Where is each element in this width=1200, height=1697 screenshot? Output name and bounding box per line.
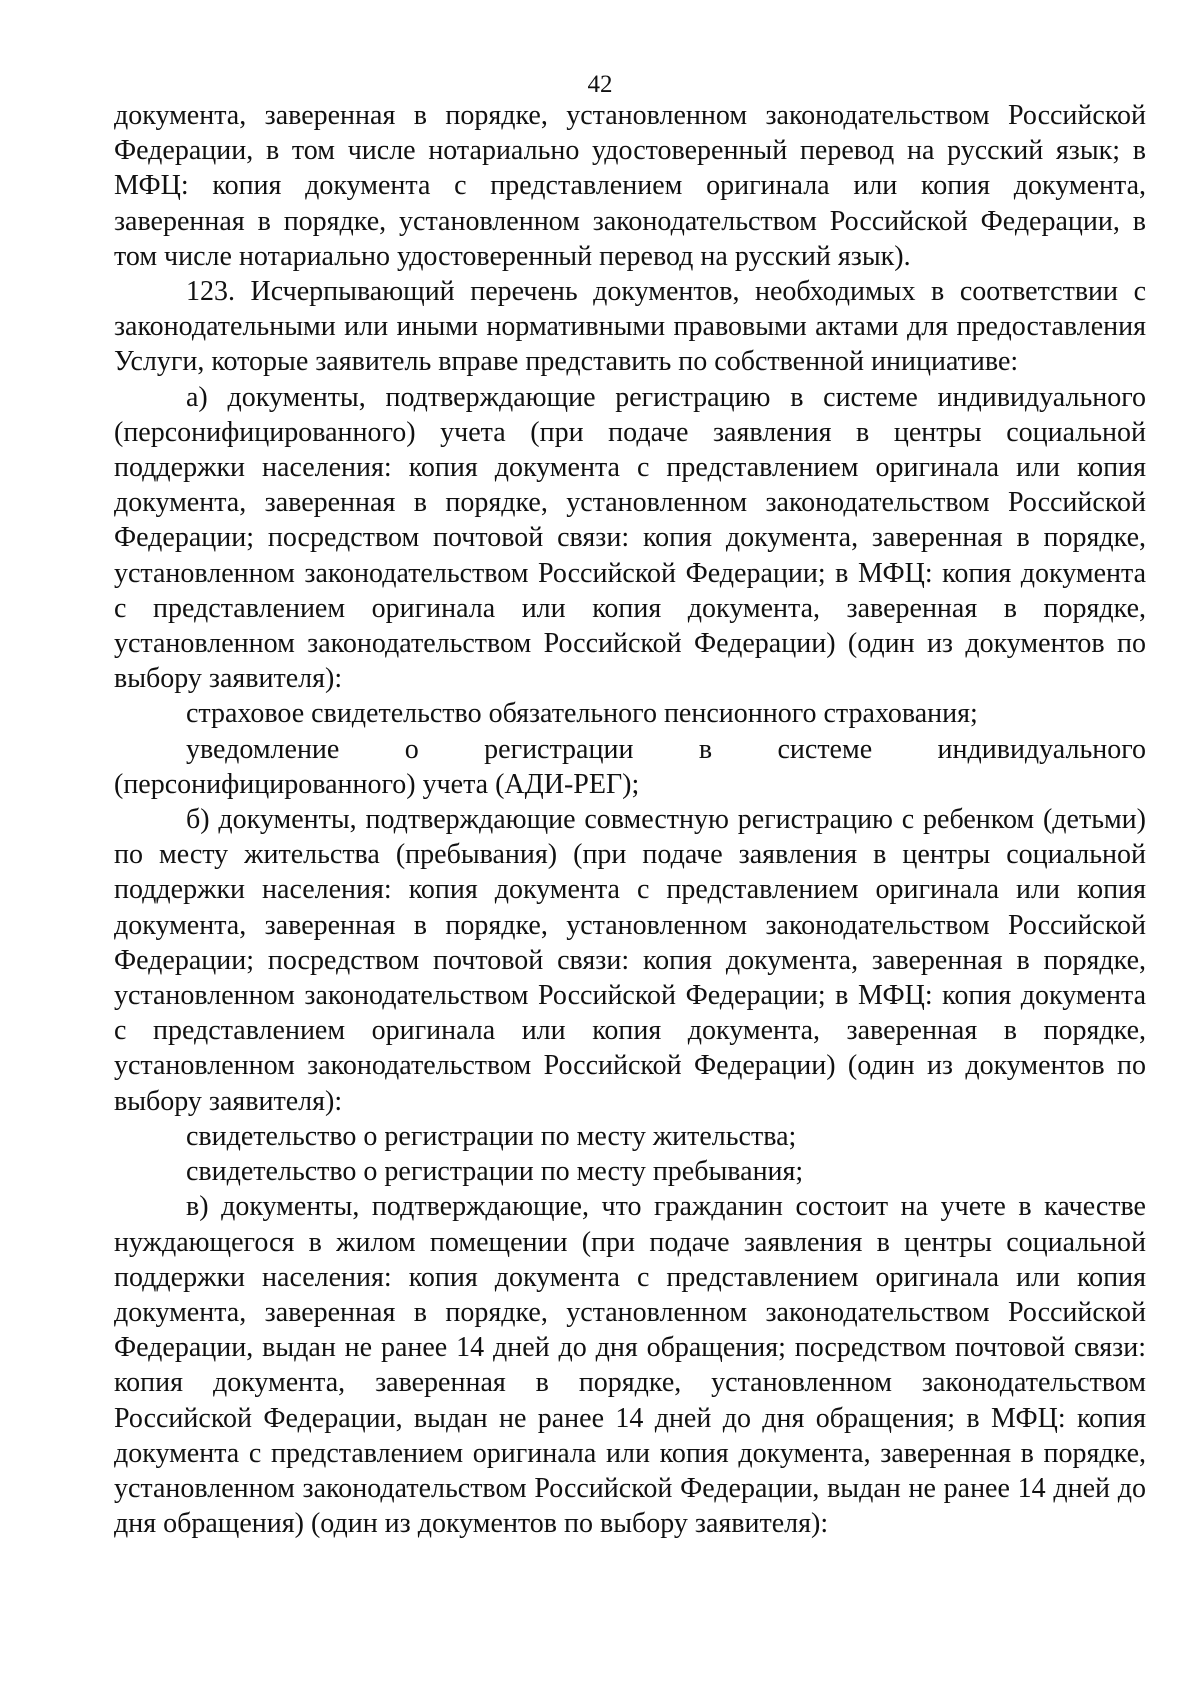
page-number: 42 <box>587 71 613 98</box>
paragraph-subitem-b: б) документы, подтверждающие совместную регистрацию с ребенком (детьми) по месту жительства (пребывания) (при подаче заявления в центры социальной поддержки населения: копия документа с представлением оригинала или копия документа, заверенная в порядке, установленном законодательством Российской Федерации; посредством почтовой связи: копия документа, заверенная в порядке, установленном законодательством Российской Федерации; в МФЦ: копия документа с представлением оригинала или копия документа, заверенная в порядке, установленном законодательством Российской Федерации) (один из документов по выбору заявителя): <box>114 804 1146 1117</box>
paragraph-list-entry: свидетельство о регистрации по месту пребывания; <box>186 1156 804 1188</box>
document-body <box>114 98 1146 1541</box>
paragraph-list-entry: страховое свидетельство обязательного пенсионного страхования; <box>186 698 978 730</box>
paragraph-subitem-v: в) документы, подтверждающие, что гражданин состоит на учете в качестве нуждающегося в жилом помещении (при подаче заявления в центры социальной поддержки населения: копия документа с представлением оригинала или копия документа, заверенная в порядке, установленном законодательством Российской Федерации, выдан не ранее 14 дней до дня обращения; посредством почтовой связи: копия документа, заверенная в порядке, установленном законодательством Российской Федерации, выдан не ранее 14 дней до дня обращения; в МФЦ: копия документа с представлением оригинала или копия документа, заверенная в порядке, установленном законодательством Российской Федерации, выдан не ранее 14 дней до дня обращения) (один из документов по выбору заявителя): <box>114 1191 1146 1540</box>
paragraph-list-entry: свидетельство о регистрации по месту жительства; <box>186 1120 797 1152</box>
paragraph-subitem-a: а) документы, подтверждающие регистрацию в системе индивидуального (персонифицированного) учета (при подаче заявления в центры социальной поддержки населения: копия документа с представлением оригинала или копия документа, заверенная в порядке, установленном законодательством Российской Федерации; посредством почтовой связи: копия документа, заверенная в порядке, установленном законодательством Российской Федерации; в МФЦ: копия документа с представлением оригинала или копия документа, заверенная в порядке, установленном законодательством Российской Федерации) (один из документов по выбору заявителя): <box>114 381 1146 695</box>
paragraph-item-123: 123. Исчерпывающий перечень документов, необходимых в соответствии с законодательными или иными нормативными правовыми актами для предоставления Услуги, которые заявитель вправе представить по собственной инициативе: <box>114 276 1146 378</box>
paragraph-continuation: документа, заверенная в порядке, установленном законодательством Российской Федерации, в том числе нотариально удостоверенный перевод на русский язык; в МФЦ: копия документа с представлением оригинала или копия документа, заверенная в порядке, установленном законодательством Российской Федерации, в том числе нотариально удостоверенный перевод на русский язык). <box>114 100 1146 272</box>
paragraph-list-entry: уведомление о регистрации в системе индивидуального (персонифицированного) учета (АДИ-РЕГ); <box>114 733 1146 800</box>
